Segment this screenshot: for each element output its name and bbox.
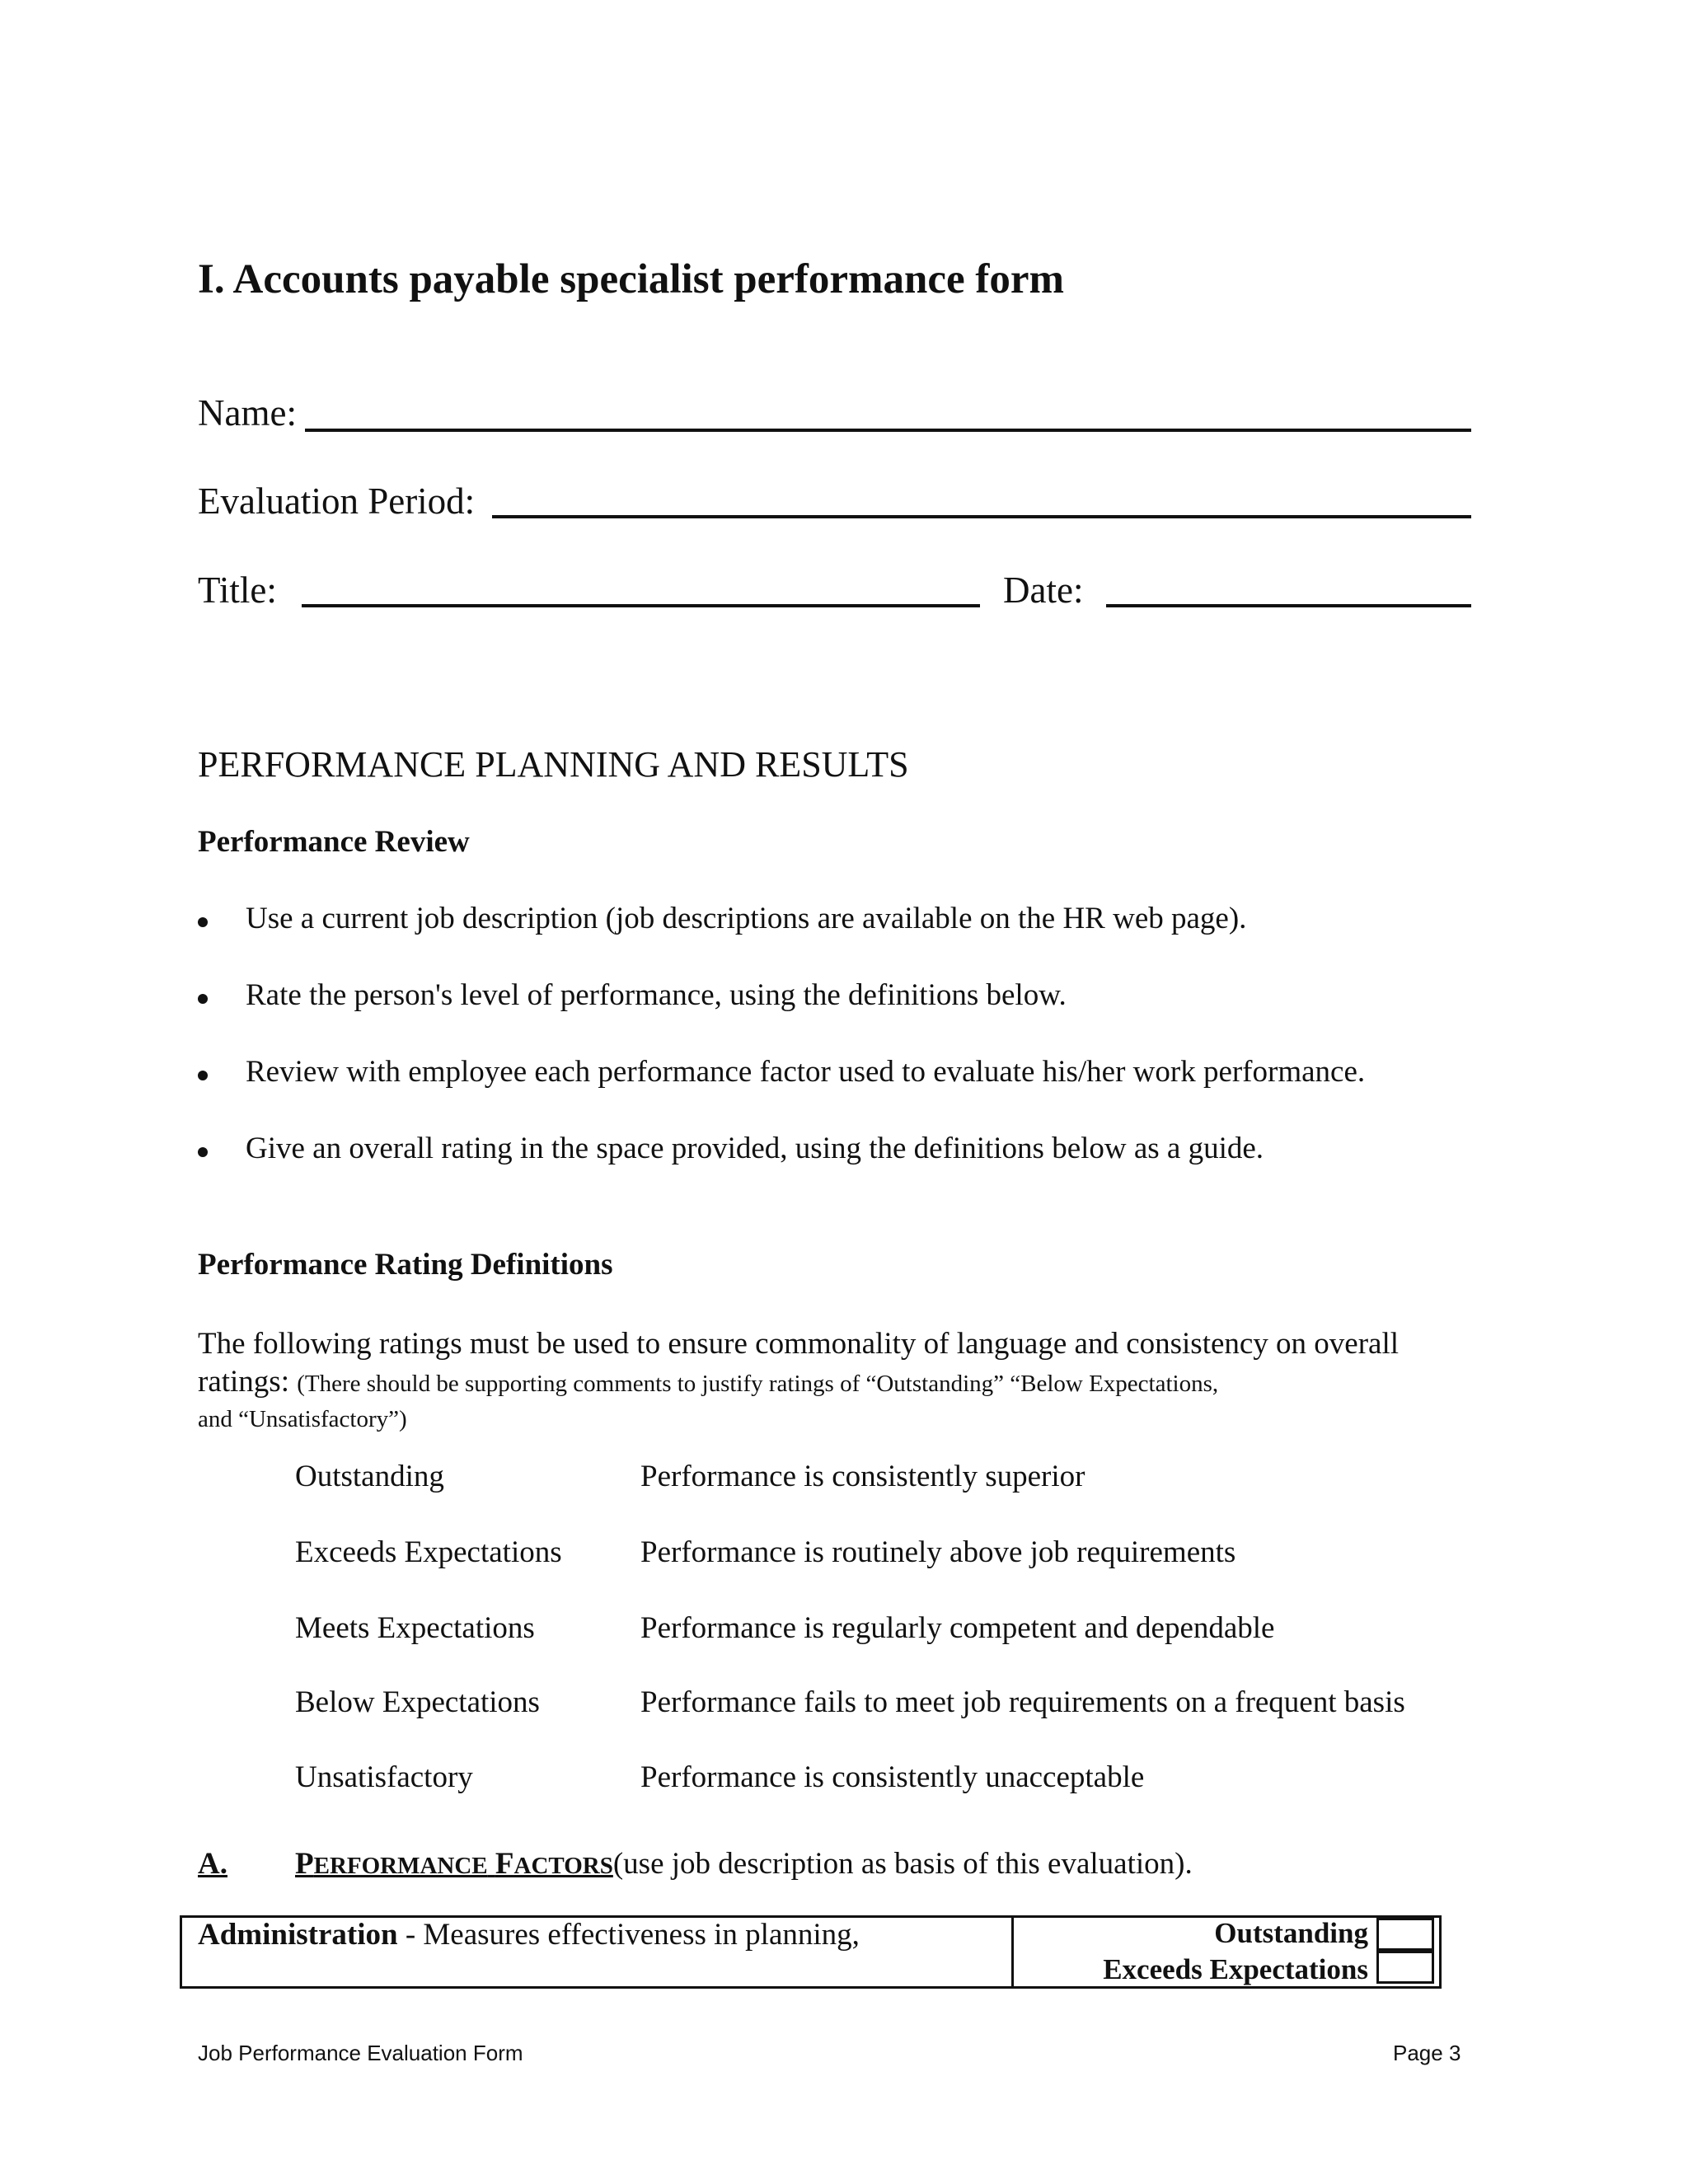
rating-exceeds-label: Exceeds Expectations bbox=[1103, 1953, 1368, 1985]
intro-text: The following ratings must be used to ensure commonality of language and consistency on overall ratings: bbox=[198, 1327, 1400, 1399]
footer-form-name: Job Performance Evaluation Form bbox=[198, 2041, 523, 2065]
rating-name: Exceeds Expectations bbox=[295, 1535, 562, 1569]
name-field[interactable] bbox=[305, 429, 1471, 432]
rating-name: Meets Expectations bbox=[295, 1611, 535, 1645]
outstanding-checkbox[interactable] bbox=[1376, 1918, 1434, 1951]
list-item: Review with employee each performance factor used to evaluate his/her work performance. bbox=[246, 1055, 1366, 1089]
performance-factors-note: (use job description as basis of this evaluation). bbox=[612, 1847, 1193, 1881]
footer-page-number: Page 3 bbox=[1393, 2041, 1461, 2065]
rating-definitions-intro bbox=[198, 1325, 1484, 1436]
exceeds-expectations-checkbox[interactable] bbox=[1376, 1951, 1434, 1984]
intro-note: (There should be supporting comments to justify ratings of “Outstanding” “Below Expectations, bbox=[297, 1371, 1219, 1397]
list-item: Use a current job description (job descriptions are available on the HR web page). bbox=[246, 902, 1247, 935]
title-label: Title: bbox=[198, 569, 277, 611]
bullet-icon bbox=[198, 1071, 208, 1080]
rating-description: Performance fails to meet job requirements on a frequent basis bbox=[640, 1685, 1405, 1719]
section-heading: PERFORMANCE PLANNING AND RESULTS bbox=[198, 744, 909, 785]
title-field[interactable] bbox=[302, 604, 980, 607]
rating-description: Performance is regularly competent and dependable bbox=[640, 1611, 1275, 1645]
date-label: Date: bbox=[1003, 569, 1084, 611]
evaluation-period-label: Evaluation Period: bbox=[198, 480, 476, 522]
rating-name: Outstanding bbox=[295, 1460, 444, 1493]
rating-description: Performance is consistently unacceptable bbox=[640, 1760, 1145, 1794]
administration-label: Administration bbox=[198, 1918, 398, 1952]
bullet-icon bbox=[198, 917, 208, 927]
rating-name: Unsatisfactory bbox=[295, 1760, 473, 1794]
rating-definitions-heading: Performance Rating Definitions bbox=[198, 1248, 613, 1282]
intro-note-continued: and “Unsatisfactory”) bbox=[198, 1406, 407, 1432]
evaluation-period-field[interactable] bbox=[492, 515, 1471, 518]
rating-name: Below Expectations bbox=[295, 1685, 540, 1719]
rating-description: Performance is routinely above job requirements bbox=[640, 1535, 1236, 1569]
list-item: Rate the person's level of performance, using the definitions below. bbox=[246, 978, 1067, 1012]
performance-factors-heading bbox=[198, 1846, 1193, 1882]
bullet-icon bbox=[198, 994, 208, 1004]
performance-review-heading: Performance Review bbox=[198, 825, 470, 859]
rating-description: Performance is consistently superior bbox=[640, 1460, 1085, 1493]
performance-factors-title: PERFORMANCE FACTORS bbox=[295, 1847, 613, 1881]
bullet-icon bbox=[198, 1147, 208, 1157]
rating-outstanding-label: Outstanding bbox=[1214, 1917, 1368, 1949]
administration-factor bbox=[198, 1917, 860, 1952]
page-title: I. Accounts payable specialist performance form bbox=[198, 256, 1065, 302]
list-item: Give an overall rating in the space provided, using the definitions below as a guide. bbox=[246, 1132, 1264, 1165]
administration-description: - Measures effectiveness in planning, bbox=[397, 1918, 860, 1952]
name-label: Name: bbox=[198, 392, 297, 434]
date-field[interactable] bbox=[1106, 604, 1471, 607]
section-letter: A. bbox=[198, 1847, 227, 1881]
